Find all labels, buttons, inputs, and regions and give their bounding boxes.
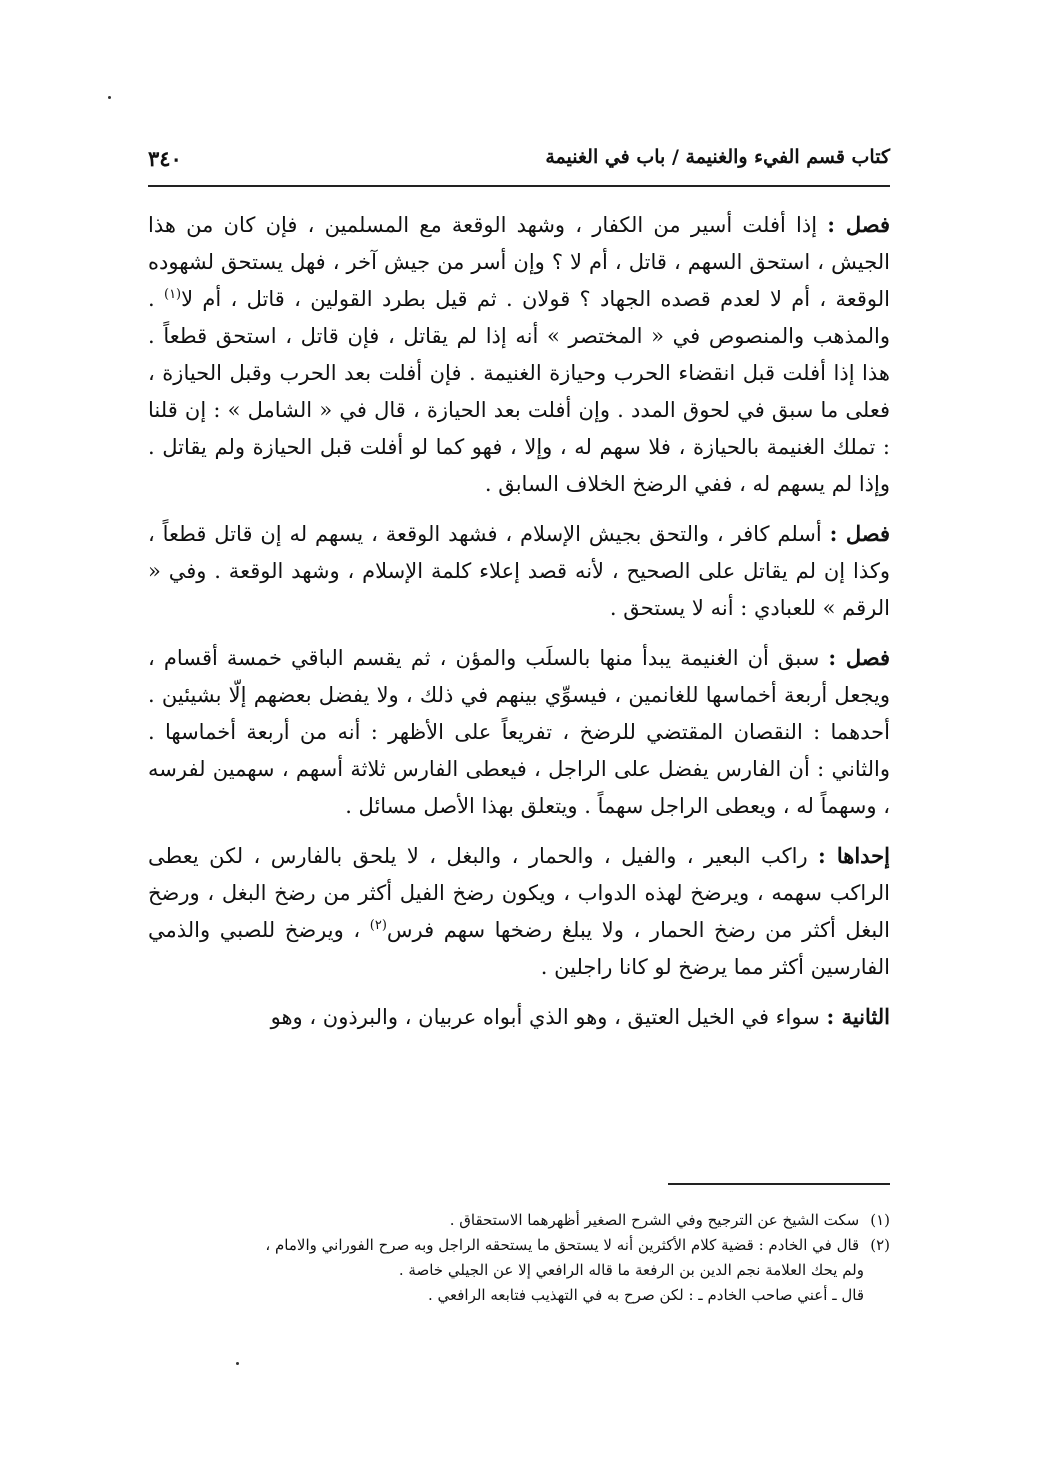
header-rule <box>148 185 890 187</box>
footnote-number: (٢) <box>870 1236 890 1254</box>
page-number: ٣٤٠ <box>148 146 182 171</box>
footnote-line: قال في الخادم : قضية كلام الأكثرين أنه لا يستحق ما يستحقه الراجل وبه صرح الفوراني والامام ، <box>265 1236 860 1254</box>
footnote-reference: (٢) <box>369 918 387 933</box>
paragraph-text: أسلم كافر ، والتحق بجيش الإسلام ، فشهد الوقعة ، يسهم له إن قاتل قطعاً ، وكذا إن لم يقاتل على الصحيح ، لأنه قصد إعلاء كلمة الإسلام ، وشهد الوقعة . وفي « الرقم » للعبادي : أنه لا يستحق . <box>148 522 890 620</box>
footnote-line: سكت الشيخ عن الترجيح وفي الشرح الصغير أظهرهما الاستحقاق . <box>449 1211 860 1229</box>
footnotes <box>148 1208 890 1308</box>
paragraph-text: سواء في الخيل العتيق ، وهو الذي أبواه عربيان ، والبرذون ، وهو <box>270 1005 827 1029</box>
footnote-1 <box>148 1208 890 1233</box>
paragraph-4 <box>148 837 890 986</box>
paragraph-2 <box>148 515 890 627</box>
paragraph-text: سبق أن الغنيمة يبدأ منها بالسلَب والمؤن ، ثم يقسم الباقي خمسة أقسام ، ويجعل أربعة أخماسها للغانمين ، فيسوِّي بينهم في ذلك ، ولا يفضل بعضهم إلّا بشيئين . أحدهما : النقصان المقتضي للرضخ ، تفريعاً على الأظهر : أنه من أربعة أخماسها . والثاني : أن الفارس يفضل على الراجل ، فيعطى الفارس ثلاثة أسهم ، سهمين لفرسه ، وسهماً له ، ويعطى الراجل سهماً . ويتعلق بهذا الأصل مسائل . <box>148 646 890 818</box>
scan-speck <box>236 1362 239 1365</box>
footnote-2 <box>148 1233 890 1258</box>
scan-speck <box>108 96 111 99</box>
paragraph-3 <box>148 639 890 825</box>
footnote-rule <box>668 1183 890 1185</box>
paragraph-text: راكب البعير ، والفيل ، والحمار ، والبغل ، لا يلحق بالفارس ، لكن يعطى الراكب سهمه ، ويرضخ لهذه الدواب ، ويكون رضخ الفيل أكثر من رضخ البغل ، ورضخ البغل أكثر من رضخ الحمار ، ولا يبلغ رضخها سهم فرس <box>148 844 890 942</box>
section-heading: إحداها : <box>818 843 890 868</box>
section-heading: فصل : <box>829 521 891 546</box>
footnote-line: قال ـ أعني صاحب الخادم ـ : لكن صرح به في التهذيب فتابعه الرافعي . <box>427 1286 864 1304</box>
main-text <box>148 206 890 1048</box>
header-title: كتاب قسم الفيء والغنيمة / باب في الغنيمة <box>545 146 890 168</box>
footnote-number: (١) <box>870 1211 890 1229</box>
section-heading: فصل : <box>828 645 891 670</box>
paragraph-1 <box>148 206 890 503</box>
paragraph-text-continued: ، ويرضخ للصبي والذمي الفارسين أكثر مما يرضخ لو كانا راجلين . <box>148 918 890 979</box>
paragraph-text: إذا أفلت أسير من الكفار ، وشهد الوقعة مع المسلمين ، فإن كان من هذا الجيش ، استحق السهم ، قاتل ، أم لا ؟ وإن أسر من جيش آخر ، فهل يستحق لشهوده الوقعة ، أم لا لعدم قصده الجهاد ؟ قولان . ثم قيل بطرد القولين ، قاتل ، أم لا <box>148 213 890 311</box>
paragraph-text-continued: . والمذهب والمنصوص في « المختصر » أنه إذا لم يقاتل ، فإن قاتل ، استحق قطعاً . هذا إذا أفلت قبل انقضاء الحرب وحيازة الغنيمة . فإن أفلت بعد الحرب وقبل الحيازة ، فعلى ما سبق في لحوق المدد . وإن أفلت بعد الحيازة ، قال في « الشامل » : إن قلنا : تملك الغنيمة بالحيازة ، فلا سهم له ، وإلا ، فهو كما لو أفلت قبل الحيازة ولم يقاتل . وإذا لم يسهم له ، ففي الرضخ الخلاف السابق . <box>148 287 890 496</box>
section-heading: فصل : <box>827 212 891 237</box>
footnote-line: ولم يحك العلامة نجم الدين بن الرفعة ما قاله الرافعي إلا عن الجيلي خاصة . <box>398 1261 864 1279</box>
paragraph-5 <box>148 998 890 1036</box>
running-header <box>148 146 890 182</box>
footnote-reference: (١) <box>163 287 182 302</box>
section-heading: الثانية : <box>826 1004 890 1029</box>
